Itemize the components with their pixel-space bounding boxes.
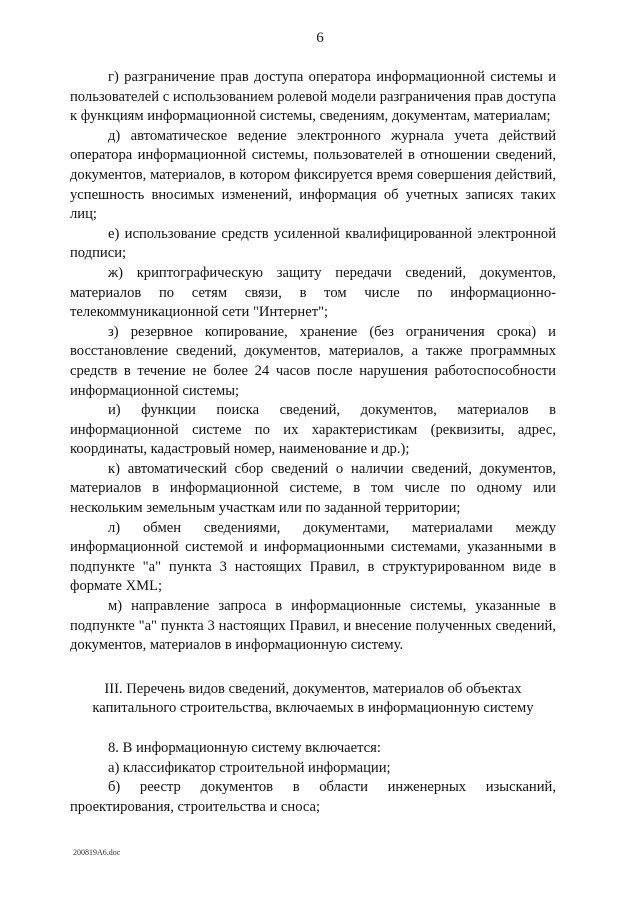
section-heading: III. Перечень видов сведений, документов, материалов об объектах капитального строительства, включаемых в информационную систему [92,680,534,717]
list-item-d: д) автоматическое ведение электронного журнала учета действий оператора информационной системы, пользователей в отношении сведений, документов, материалов, в котором фиксируется время совершения действий, успешность вносимых изменений, информация об учетных записях таких лиц; [70,127,556,223]
list-item-m: м) направление запроса в информационные системы, указанные в подпункте "а" пункта 3 настоящих Правил, и внесение полученных сведений, документов, материалов в информационную систему. [70,598,556,654]
page-number: 6 [316,30,324,46]
list-item-k: к) автоматический сбор сведений о наличии сведений, документов, материалов в информационной системе, в том числе по одному или нескольким земельным участкам или по заданной территории; [70,460,556,517]
clause-8-item-a: а) классификатор строительной информации; [108,759,391,776]
list-item-e: е) использование средств усиленной квалифицированной электронной подписи; [70,225,556,262]
document-body [70,68,556,817]
list-item-i: и) функции поиска сведений, документов, материалов в информационной системе по их характеристикам (реквизиты, адрес, координаты, кадастровый номер, наименование и др.); [70,402,556,458]
list-item-zh: ж) криптографическую защиту передачи сведений, документов, материалов по сетям связи, в том числе по информационно-телекоммуникационной сети "Интернет"; [70,264,556,321]
list-item-l: л) обмен сведениями, документами, материалами между информационной системой и информационными системами, указанными в подпункте "а" пункта 3 настоящих Правил, в структурированном виде в формате XML; [70,519,556,595]
footer-file-code: 200819А6.doc [73,848,121,857]
list-item-z: з) резервное копирование, хранение (без ограничения срока) и восстановление сведений, документов, материалов, а также программных средств в течение не более 24 часов после нарушения работоспособности информационной системы; [70,323,556,399]
clause-8: 8. В информационную систему включается: [108,740,381,756]
list-item-g: г) разграничение прав доступа оператора информационной системы и пользователей с использованием ролевой модели разграничения прав доступа к функциям информационной системы, сведениям, документам, материалам; [70,69,556,125]
clause-8-item-b: б) реестр документов в области инженерных изысканий, проектирования, строительства и сноса; [70,779,556,815]
